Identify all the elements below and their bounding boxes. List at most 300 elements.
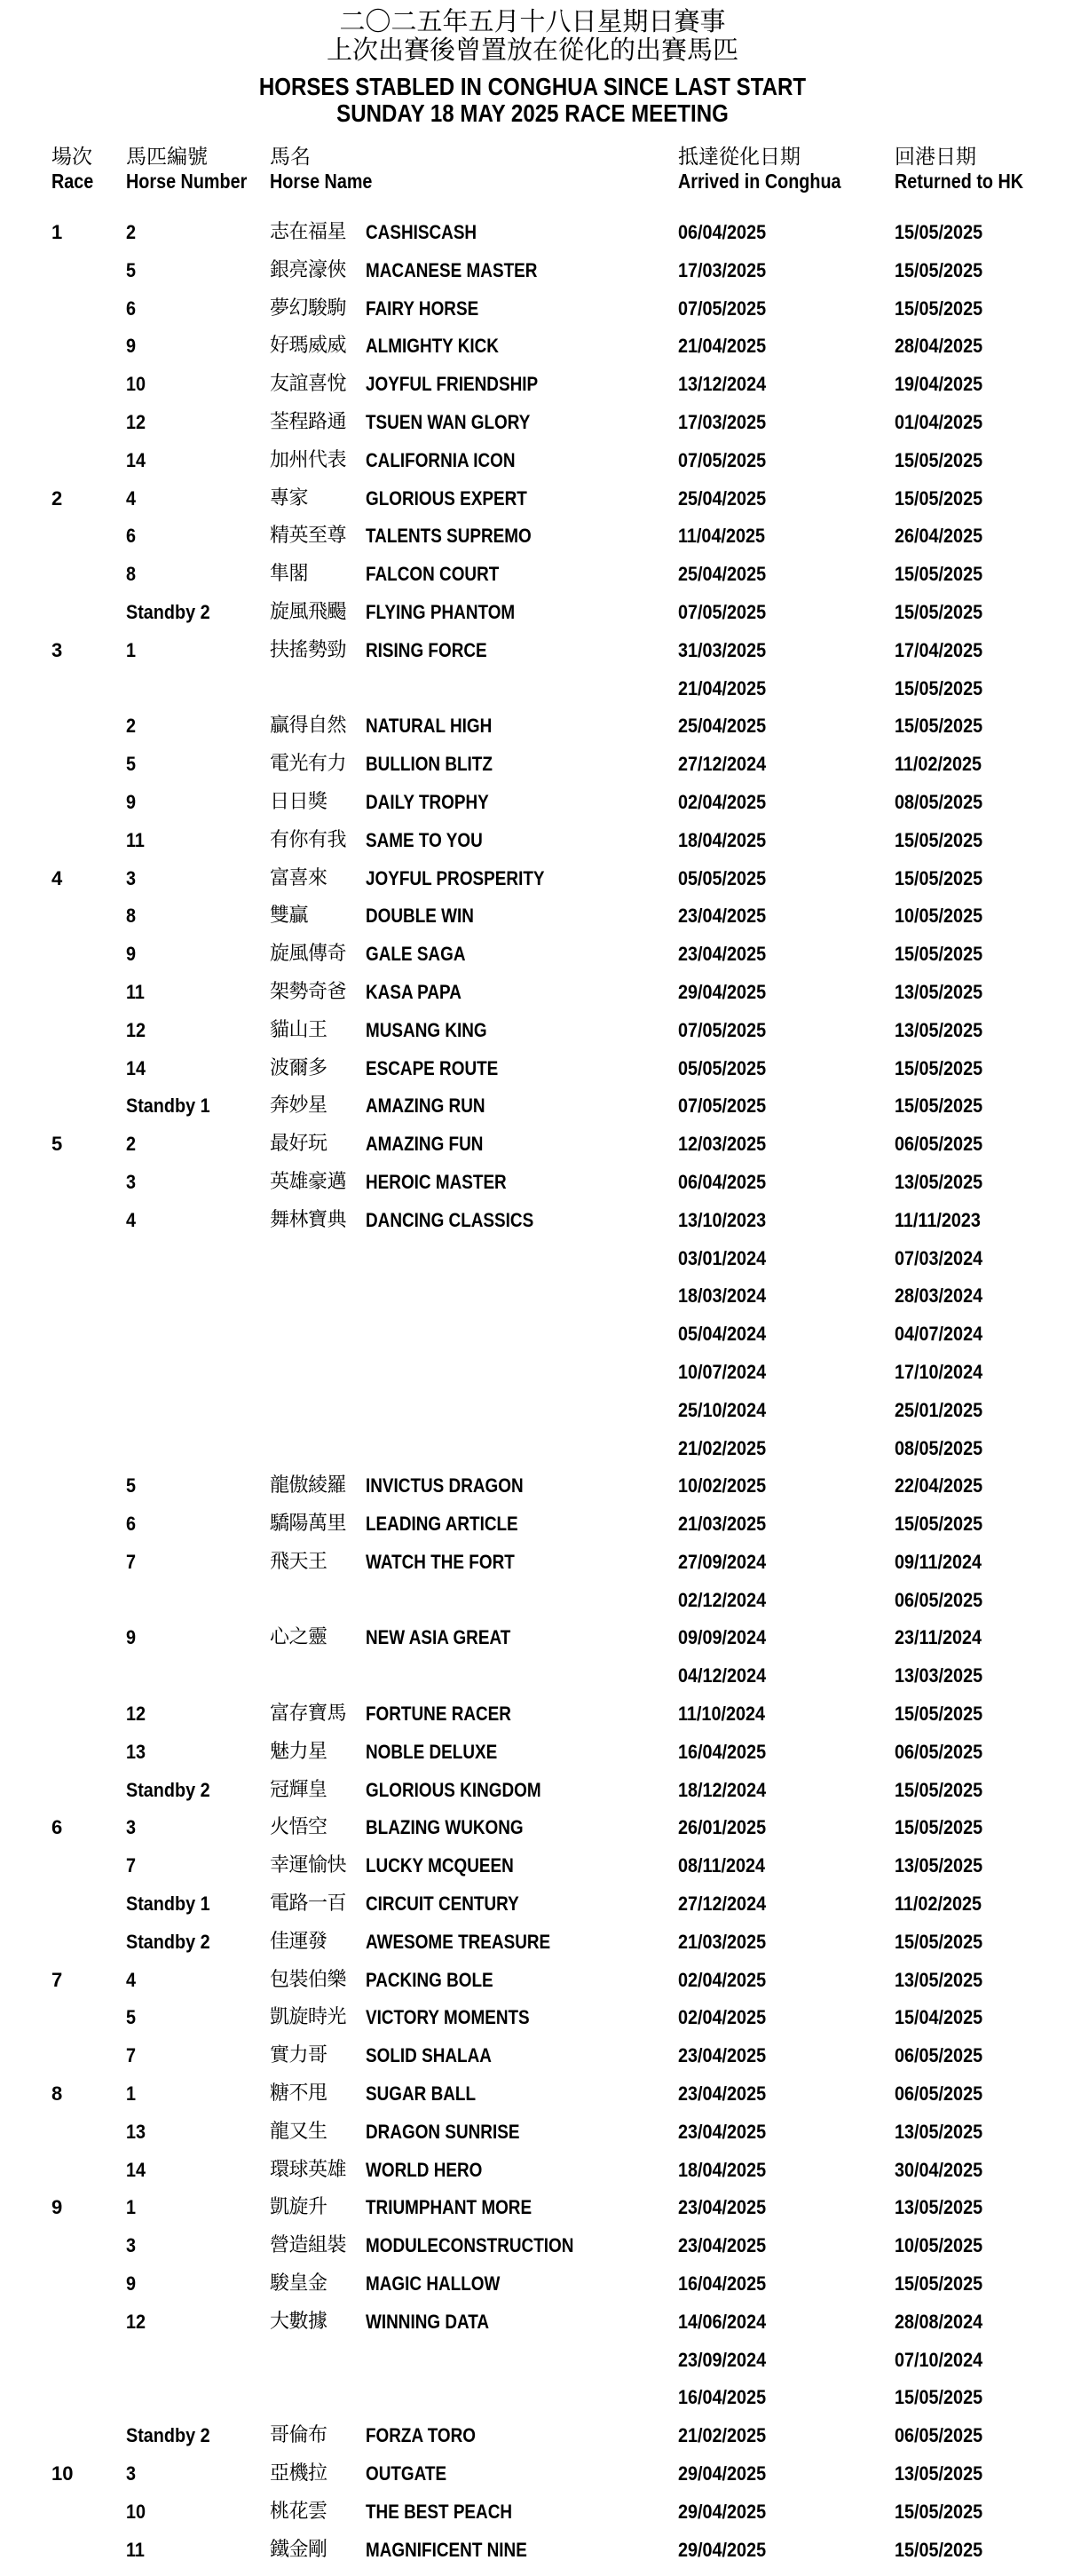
horse-name-zh-cell: 驕陽萬里 [270,1513,347,1536]
horse-name-zh-cell: 凱旋時光 [270,2006,347,2029]
arrived-date-cell: 11/04/2025 [678,525,766,548]
horse-name-en-cell: DOUBLE WIN [366,905,474,928]
horse-name-en-cell: OUTGATE [366,2462,447,2485]
returned-date-cell: 15/05/2025 [895,1703,983,1726]
horse-number-cell: 1 [126,638,137,661]
horse-name-en-cell: THE BEST PEACH [366,2500,513,2523]
title-english-line-2: SUNDAY 18 MAY 2025 RACE MEETING [336,99,729,127]
table-row [0,1625,1065,1663]
horse-name-zh-cell: 駿皇金 [270,2272,327,2295]
horse-name-zh-cell: 電光有力 [270,753,347,776]
arrived-date-cell: 18/12/2024 [678,1778,767,1801]
arrived-date-cell: 21/03/2025 [678,1513,767,1536]
horse-number-cell: 2 [126,715,137,738]
arrived-date-cell: 04/12/2024 [678,1664,767,1687]
returned-date-cell: 15/05/2025 [895,486,983,510]
horse-name-en-cell: NEW ASIA GREAT [366,1626,511,1649]
arrived-date-cell: 07/05/2025 [678,600,767,623]
horse-name-en-cell: FLYING PHANTOM [366,600,516,623]
horse-name-en-cell: GLORIOUS EXPERT [366,486,527,510]
arrived-date-cell: 23/04/2025 [678,2196,767,2219]
arrived-date-cell: 12/03/2025 [678,1133,767,1156]
returned-date-cell: 11/02/2025 [895,1892,982,1916]
horse-number-cell: Standby 1 [126,1094,210,1118]
horse-number-cell: 12 [126,410,146,433]
table-row [0,1968,1065,2006]
horse-name-zh-cell: 雙贏 [270,905,309,928]
horse-name-en-cell: WORLD HERO [366,2158,483,2181]
horse-number-cell: 6 [126,525,137,548]
arrived-date-cell: 18/03/2024 [678,1284,767,1308]
returned-date-cell: 13/05/2025 [895,1854,983,1877]
horse-name-zh-cell: 龍傲綾羅 [270,1474,347,1497]
horse-name-zh-cell: 鐵金剛 [270,2538,327,2561]
horse-name-en-cell: ALMIGHTY KICK [366,335,499,358]
returned-date-cell: 01/04/2025 [895,410,983,433]
table-row [0,1246,1065,1284]
column-header-horse-name-en: Horse Name [270,170,373,193]
returned-date-cell: 15/05/2025 [895,563,983,586]
returned-date-cell: 13/05/2025 [895,2196,983,2219]
horse-name-zh-cell: 日日獎 [270,790,327,813]
arrived-date-cell: 05/05/2025 [678,866,767,889]
horse-name-zh-cell: 隼閣 [270,563,309,586]
returned-date-cell: 25/01/2025 [895,1398,983,1421]
horse-name-en-cell: CALIFORNIA ICON [366,448,516,471]
horse-name-zh-cell: 架勢奇爸 [270,980,347,1003]
horse-name-zh-cell: 實力哥 [270,2044,327,2067]
table-row [0,904,1065,942]
horse-number-cell: 3 [126,2462,137,2485]
table-row [0,220,1065,258]
table-row [0,2461,1065,2500]
arrived-date-cell: 21/02/2025 [678,2424,767,2447]
arrived-date-cell: 23/04/2025 [678,2082,767,2106]
horse-name-zh-cell: 大數據 [270,2310,327,2333]
returned-date-cell: 15/05/2025 [895,2538,983,2561]
horse-number-cell: 9 [126,2272,137,2295]
column-header-race [51,146,100,194]
returned-date-cell: 15/05/2025 [895,2500,983,2523]
column-header-horse-number-zh: 馬匹編號 [126,146,208,169]
returned-date-cell: 15/05/2025 [895,676,983,699]
returned-date-cell: 10/05/2025 [895,905,983,928]
horse-number-cell: Standby 2 [126,1778,210,1801]
returned-date-cell: 13/05/2025 [895,1018,983,1041]
title-chinese-line-2: 上次出賽後曾置放在從化的出賽馬匹 [326,35,738,65]
returned-date-cell: 13/05/2025 [895,1170,983,1193]
returned-date-cell: 13/05/2025 [895,1968,983,1991]
table-row [0,1740,1065,1778]
horse-name-zh-cell: 凱旋升 [270,2196,327,2219]
table-row [0,2348,1065,2386]
table-row [0,1474,1065,1512]
returned-date-cell: 19/04/2025 [895,373,983,396]
horse-name-zh-cell: 加州代表 [270,448,347,471]
table-row [0,1663,1065,1702]
returned-date-cell: 15/05/2025 [895,1513,983,1536]
returned-date-cell: 15/05/2025 [895,1930,983,1953]
horse-number-cell: Standby 2 [126,600,210,623]
horse-name-zh-cell: 魅力星 [270,1740,327,1763]
arrived-date-cell: 21/04/2025 [678,335,767,358]
returned-date-cell: 09/11/2024 [895,1550,982,1573]
horse-number-cell: 5 [126,2006,137,2029]
horse-number-cell: 12 [126,2310,146,2333]
table-row [0,1892,1065,1930]
title-english-line-1: HORSES STABLED IN CONGHUA SINCE LAST START [258,73,807,100]
returned-date-cell: 15/05/2025 [895,221,983,243]
table-row [0,1853,1065,1892]
arrived-date-cell: 29/04/2025 [678,980,767,1003]
returned-date-cell: 28/08/2024 [895,2310,983,2333]
returned-date-cell: 11/11/2023 [895,1208,981,1231]
arrived-date-cell: 18/04/2025 [678,828,767,851]
arrived-date-cell: 29/04/2025 [678,2462,767,2485]
horse-number-cell: Standby 2 [126,1930,210,1953]
arrived-date-cell: 07/05/2025 [678,1094,767,1118]
table-row [0,828,1065,866]
arrived-date-cell: 02/04/2025 [678,1968,767,1991]
horse-number-cell: 5 [126,258,137,281]
table-row [0,2500,1065,2538]
arrived-date-cell: 25/04/2025 [678,715,767,738]
horse-name-en-cell: MACANESE MASTER [366,258,538,281]
horse-number-cell: 6 [126,1513,137,1536]
table-row [0,1512,1065,1550]
horse-name-zh-cell: 奔妙星 [270,1094,327,1118]
returned-date-cell: 28/03/2024 [895,1284,983,1308]
table-row [0,2043,1065,2082]
arrived-date-cell: 23/04/2025 [678,2234,767,2257]
horse-number-cell: 9 [126,790,137,813]
horse-number-cell: 11 [126,2538,145,2561]
column-headers [0,146,1065,199]
returned-date-cell: 17/10/2024 [895,1360,983,1383]
horse-name-zh-cell: 最好玩 [270,1133,327,1156]
horse-name-en-cell: VICTORY MOMENTS [366,2006,530,2029]
horse-name-en-cell: WINNING DATA [366,2310,490,2333]
arrived-date-cell: 13/12/2024 [678,373,767,396]
horse-number-cell: 9 [126,335,137,358]
race-cell: 5 [51,1133,63,1156]
table-row [0,524,1065,562]
table-row [0,1018,1065,1056]
arrived-date-cell: 27/12/2024 [678,753,767,776]
arrived-date-cell: 03/01/2024 [678,1246,767,1269]
returned-date-cell: 15/05/2025 [895,715,983,738]
table-row [0,1550,1065,1588]
title-chinese-line-1: 二〇二五年五月十八日星期日賽事 [339,6,726,36]
horse-number-cell: 9 [126,943,137,966]
table-row [0,1778,1065,1816]
arrived-date-cell: 09/09/2024 [678,1626,767,1649]
horse-name-zh-cell: 電路一百 [270,1892,347,1916]
table-row [0,2158,1065,2196]
table-row [0,866,1065,905]
returned-date-cell: 15/05/2025 [895,2272,983,2295]
horse-number-cell: 10 [126,373,146,396]
race-cell: 8 [51,2082,63,2106]
horse-name-en-cell: MAGNIFICENT NINE [366,2538,527,2561]
returned-date-cell: 15/05/2025 [895,1778,983,1801]
table-row [0,2120,1065,2158]
table-row [0,2005,1065,2043]
table-row [0,448,1065,486]
table-row [0,790,1065,828]
returned-date-cell: 15/05/2025 [895,2386,983,2409]
race-cell: 3 [51,638,63,661]
table-row [0,2538,1065,2576]
table-row [0,1398,1065,1436]
returned-date-cell: 15/05/2025 [895,828,983,851]
race-cell: 7 [51,1968,63,1991]
horse-number-cell: 3 [126,866,137,889]
horse-name-zh-cell: 精英至尊 [270,525,347,548]
table-row [0,1702,1065,1740]
table-row [0,372,1065,410]
returned-date-cell: 13/05/2025 [895,2462,983,2485]
horse-name-zh-cell: 荃程路通 [270,410,347,433]
arrived-date-cell: 31/03/2025 [678,638,767,661]
returned-date-cell: 15/05/2025 [895,866,983,889]
horse-name-en-cell: ESCAPE ROUTE [366,1056,499,1079]
horse-name-zh-cell: 富喜來 [270,866,327,889]
arrived-date-cell: 17/03/2025 [678,410,767,433]
horse-name-zh-cell: 舞林寶典 [270,1208,347,1231]
column-header-returned-en: Returned to HK [895,170,1024,193]
horse-number-cell: 8 [126,905,137,928]
returned-date-cell: 13/05/2025 [895,2120,983,2143]
table-row [0,1170,1065,1208]
horse-number-cell: 4 [126,486,137,510]
horse-name-zh-cell: 英雄豪邁 [270,1170,347,1193]
horse-name-en-cell: TRIUMPHANT MORE [366,2196,532,2219]
table-row [0,410,1065,448]
horse-name-zh-cell: 心之靈 [270,1626,327,1649]
horse-name-zh-cell: 友誼喜悅 [270,373,347,396]
horse-name-zh-cell: 旋風傳奇 [270,943,347,966]
table-row [0,334,1065,372]
horse-name-zh-cell: 好瑪威威 [270,335,347,358]
arrived-date-cell: 29/04/2025 [678,2500,767,2523]
horse-name-en-cell: TALENTS SUPREMO [366,525,532,548]
horse-name-zh-cell: 扶搖勢勁 [270,638,347,661]
horse-name-en-cell: NATURAL HIGH [366,715,493,738]
horse-name-en-cell: LUCKY MCQUEEN [366,1854,514,1877]
horse-number-cell: 9 [126,1626,137,1649]
horse-name-en-cell: INVICTUS DRAGON [366,1474,524,1497]
horse-name-en-cell: DAILY TROPHY [366,790,489,813]
horse-name-en-cell: RISING FORCE [366,638,487,661]
table-row [0,2423,1065,2461]
table-row [0,714,1065,752]
horse-name-zh-cell: 富存寶馬 [270,1703,347,1726]
horse-name-en-cell: HEROIC MASTER [366,1170,507,1193]
returned-date-cell: 06/05/2025 [895,2082,983,2106]
horse-name-en-cell: FALCON COURT [366,563,500,586]
arrived-date-cell: 16/04/2025 [678,2386,767,2409]
arrived-date-cell: 07/05/2025 [678,448,767,471]
arrived-date-cell: 02/04/2025 [678,2006,767,2029]
race-cell: 1 [51,221,63,243]
horse-number-cell: 13 [126,1740,146,1763]
horse-name-en-cell: GALE SAGA [366,943,466,966]
horse-name-en-cell: MODULECONSTRUCTION [366,2234,574,2257]
table-row [0,2082,1065,2120]
race-cell: 10 [51,2462,74,2485]
table-row [0,1436,1065,1474]
table-row [0,2385,1065,2423]
horse-name-zh-cell: 糖不甩 [270,2082,327,2106]
returned-date-cell: 07/10/2024 [895,2348,983,2371]
horse-name-zh-cell: 贏得自然 [270,715,347,738]
table-row [0,600,1065,638]
race-cell: 4 [51,866,63,889]
horse-name-en-cell: GLORIOUS KINGDOM [366,1778,541,1801]
table-row [0,1322,1065,1360]
table-row [0,1815,1065,1853]
horse-number-cell: 14 [126,448,146,471]
returned-date-cell: 08/05/2025 [895,1436,983,1459]
arrived-date-cell: 21/04/2025 [678,676,767,699]
returned-date-cell: 15/05/2025 [895,600,983,623]
horse-name-en-cell: PACKING BOLE [366,1968,493,1991]
horse-number-cell: 3 [126,1816,137,1839]
horse-name-zh-cell: 哥倫布 [270,2424,327,2447]
horse-name-zh-cell: 環球英雄 [270,2158,347,2181]
race-cell: 2 [51,486,63,510]
horse-name-en-cell: TSUEN WAN GLORY [366,410,531,433]
horse-number-cell: 4 [126,1968,137,1991]
returned-date-cell: 15/05/2025 [895,1094,983,1118]
horse-name-en-cell: LEADING ARTICLE [366,1513,518,1536]
horse-number-cell: 5 [126,1474,137,1497]
horse-name-zh-cell: 包裝伯樂 [270,1968,347,1991]
horse-number-cell: 11 [126,980,145,1003]
arrived-date-cell: 02/04/2025 [678,790,767,813]
returned-date-cell: 28/04/2025 [895,335,983,358]
arrived-date-cell: 25/10/2024 [678,1398,767,1421]
horse-name-zh-cell: 桃花雲 [270,2500,327,2523]
table-row [0,2195,1065,2233]
table-row [0,942,1065,980]
returned-date-cell: 13/03/2025 [895,1664,983,1687]
arrived-date-cell: 13/10/2023 [678,1208,767,1231]
table-row [0,562,1065,600]
returned-date-cell: 06/05/2025 [895,1588,983,1611]
horse-number-cell: 3 [126,1170,137,1193]
horse-number-cell: 14 [126,1056,146,1079]
horse-number-cell: 13 [126,2120,146,2143]
column-header-horse-number [126,146,266,194]
table-row [0,258,1065,296]
horse-number-cell: 12 [126,1018,146,1041]
table-row [0,1132,1065,1170]
column-header-horse-name-zh: 馬名 [270,146,311,169]
arrived-date-cell: 16/04/2025 [678,1740,767,1763]
column-header-arrived-en: Arrived in Conghua [678,170,841,193]
horse-name-zh-cell: 飛天王 [270,1550,327,1573]
race-cell: 9 [51,2196,63,2219]
arrived-date-cell: 27/12/2024 [678,1892,767,1916]
horse-name-en-cell: NOBLE DELUXE [366,1740,498,1763]
horse-name-en-cell: SOLID SHALAA [366,2044,492,2067]
arrived-date-cell: 21/02/2025 [678,1436,767,1459]
horse-number-cell: 6 [126,296,137,320]
column-header-arrived [678,146,867,194]
arrived-date-cell: 14/06/2024 [678,2310,767,2333]
arrived-date-cell: 23/04/2025 [678,905,767,928]
horse-name-en-cell: KASA PAPA [366,980,462,1003]
table-row [0,752,1065,790]
horse-number-cell: 1 [126,2196,137,2219]
returned-date-cell: 15/05/2025 [895,1056,983,1079]
horse-name-en-cell: MAGIC HALLOW [366,2272,501,2295]
column-header-horse-number-en: Horse Number [126,170,248,193]
returned-date-cell: 15/05/2025 [895,448,983,471]
arrived-date-cell: 05/04/2024 [678,1323,767,1346]
horse-table [0,220,1065,2575]
returned-date-cell: 07/03/2024 [895,1246,983,1269]
table-row [0,2233,1065,2272]
horse-name-en-cell: SAME TO YOU [366,828,483,851]
returned-date-cell: 13/05/2025 [895,980,983,1003]
table-row [0,1360,1065,1398]
horse-number-cell: 7 [126,1854,137,1877]
arrived-date-cell: 16/04/2025 [678,2272,767,2295]
arrived-date-cell: 02/12/2024 [678,1588,767,1611]
horse-name-zh-cell: 專家 [270,486,309,510]
returned-date-cell: 15/05/2025 [895,943,983,966]
horse-number-cell: 10 [126,2500,146,2523]
arrived-date-cell: 06/04/2025 [678,221,767,243]
horse-number-cell: 12 [126,1703,146,1726]
arrived-date-cell: 07/05/2025 [678,296,767,320]
arrived-date-cell: 25/04/2025 [678,486,767,510]
column-header-arrived-zh: 抵達從化日期 [678,146,801,169]
table-row [0,2272,1065,2310]
arrived-date-cell: 10/02/2025 [678,1474,767,1497]
returned-date-cell: 15/05/2025 [895,1816,983,1839]
horse-name-en-cell: AMAZING RUN [366,1094,485,1118]
column-header-race-en: Race [51,170,94,193]
horse-number-cell: 5 [126,753,137,776]
arrived-date-cell: 07/05/2025 [678,1018,767,1041]
arrived-date-cell: 25/04/2025 [678,563,767,586]
arrived-date-cell: 11/10/2024 [678,1703,766,1726]
arrived-date-cell: 27/09/2024 [678,1550,767,1573]
column-header-returned-zh: 回港日期 [895,146,976,169]
arrived-date-cell: 08/11/2024 [678,1854,766,1877]
horse-name-zh-cell: 旋風飛颺 [270,600,347,623]
returned-date-cell: 08/05/2025 [895,790,983,813]
horse-name-zh-cell: 有你有我 [270,828,347,851]
horse-number-cell: Standby 1 [126,1892,210,1916]
horse-name-en-cell: BULLION BLITZ [366,753,493,776]
returned-date-cell: 06/05/2025 [895,1740,983,1763]
horse-name-zh-cell: 亞機拉 [270,2462,327,2485]
table-row [0,2310,1065,2348]
horse-name-en-cell: MUSANG KING [366,1018,487,1041]
horse-number-cell: 2 [126,1133,137,1156]
horse-name-en-cell: CASHISCASH [366,221,477,243]
arrived-date-cell: 05/05/2025 [678,1056,767,1079]
horse-number-cell: 7 [126,1550,137,1573]
horse-name-zh-cell: 幸運愉快 [270,1854,347,1877]
horse-name-zh-cell: 冠輝皇 [270,1778,327,1801]
arrived-date-cell: 17/03/2025 [678,258,767,281]
